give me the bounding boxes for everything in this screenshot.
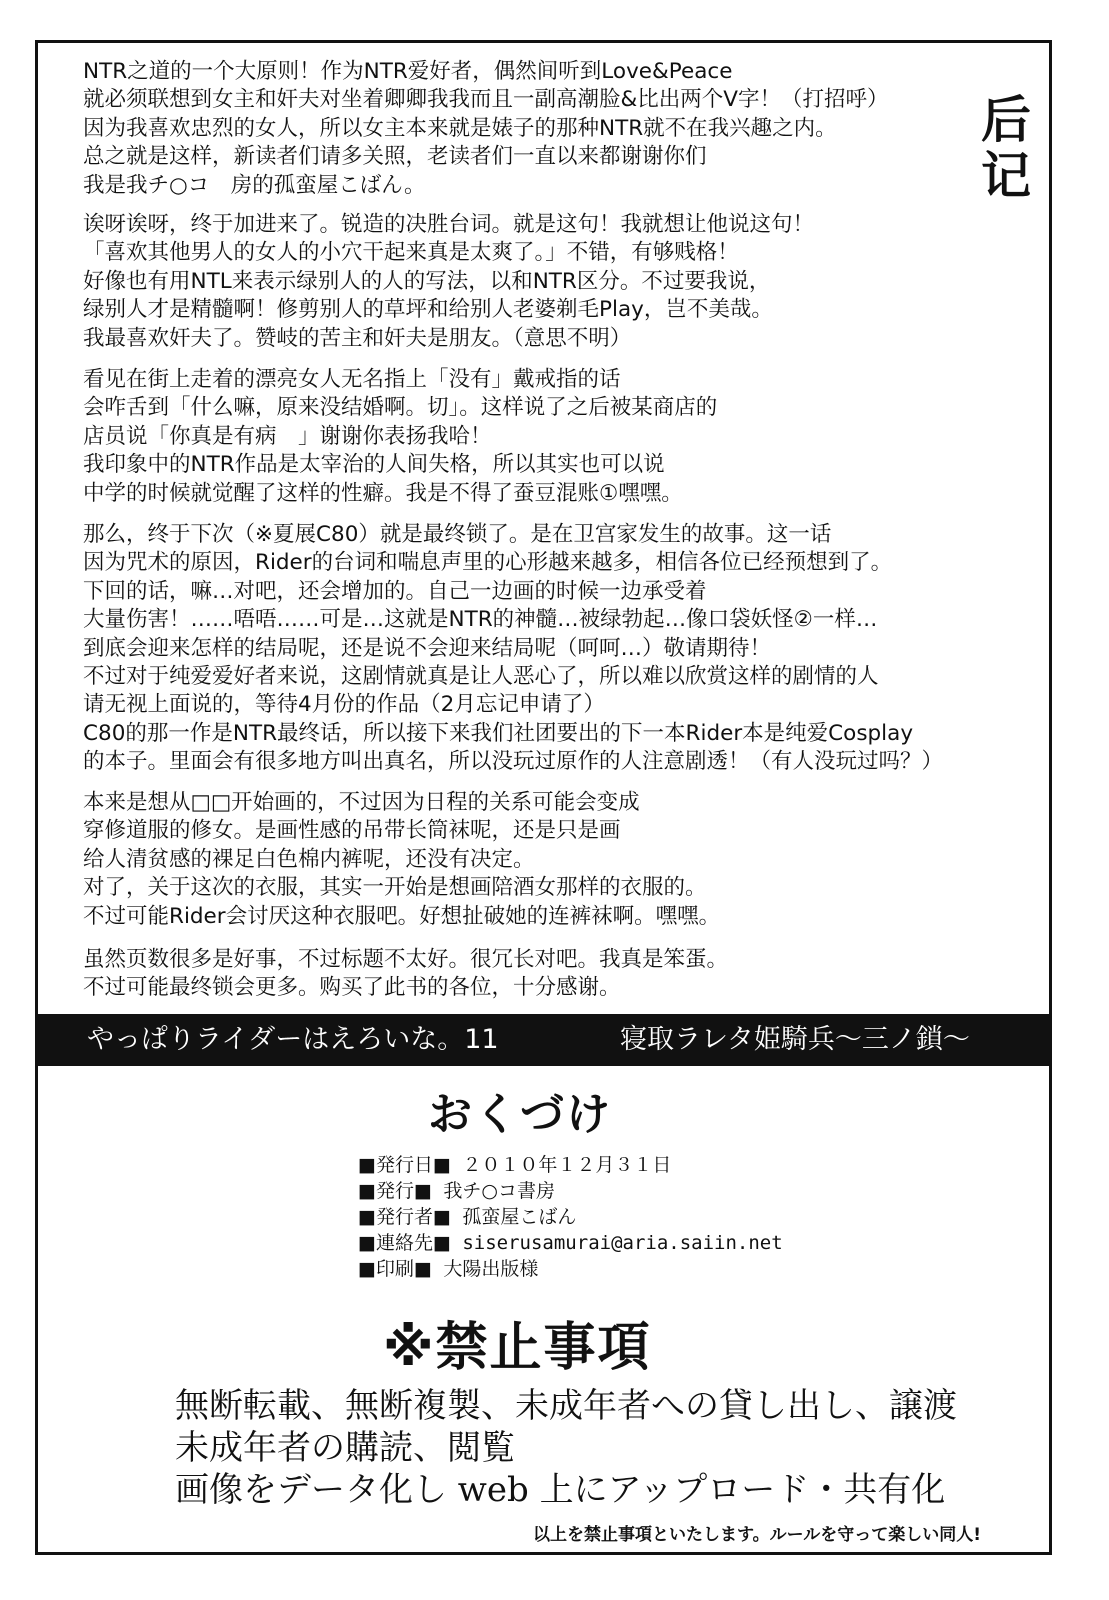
volume-subtitle: 寝取ラレタ姫騎兵～三ノ鎖～ [620, 1024, 970, 1055]
text-line: 就必须联想到女主和奸夫对坐着卿卿我我而且一副高潮脸&比出两个V字！（打招呼） [83, 87, 889, 113]
row-value: 大陽出版様 [443, 1258, 539, 1280]
colophon-title: おくづけ [428, 1089, 612, 1140]
title-banner [35, 1014, 1052, 1066]
text-line: 会咋舌到「什么嘛，原来没结婚啊。切」。这样说了之后被某商店的 [83, 395, 718, 421]
afterword-paragraph [83, 211, 814, 353]
row-label: ■発行日■ [358, 1154, 451, 1176]
text-line: 不过对于纯爱爱好者来说，这剧情就真是让人恶心了，所以难以欣赏这样的剧情的人 [83, 663, 879, 689]
prohibited-title: ※禁止事項 [383, 1318, 652, 1378]
afterword-paragraph [83, 58, 888, 200]
text-line: 给人清贫感的裸足白色棉内裤呢，还没有决定。 [83, 846, 535, 872]
prohibited-list [175, 1385, 957, 1511]
afterword-paragraph [83, 521, 943, 777]
afterword-paragraph [83, 946, 728, 1003]
text-line: 对了，关于这次的衣服，其实一开始是想画陪酒女那样的衣服的。 [83, 875, 707, 901]
prohibited-line: 無断転載、無断複製、未成年者への貸し出し、譲渡 [175, 1386, 957, 1426]
text-line: 下回的话，嘛…对吧，还会增加的。自己一边画的时候一边承受着 [83, 578, 707, 604]
text-line: 到底会迎来怎样的结局呢，还是说不会迎来结局呢（呵呵…）敬请期待！ [83, 635, 772, 661]
contact-email: siserusamurai@aria.saiin.net [462, 1232, 783, 1254]
text-line: 的本子。里面会有很多地方叫出真名，所以没玩过原作的人注意剧透！（有人没玩过吗？） [83, 749, 944, 775]
row-value: ２０１０年１２月３１日 [462, 1154, 672, 1176]
text-line: 大量伤害！……唔唔……可是…这就是NTR的神髓…被绿勃起…像口袋妖怪②一样… [83, 607, 878, 633]
afterword-paragraph [83, 366, 717, 508]
text-line: C80的那一作是NTR最终话，所以接下来我们社团要出的下一本Rider本是纯爱Cosplay [83, 720, 914, 746]
text-line: 好像也有用NTL来表示绿别人的人的写法，以和NTR区分。不过要我说， [83, 268, 771, 294]
text-line: 「喜欢其他男人的女人的小穴干起来真是太爽了。」不错，有够贱格！ [83, 240, 739, 266]
colophon-info [358, 1152, 783, 1282]
row-value: 孤蛮屋こばん [462, 1206, 577, 1228]
prohibited-line: 画像をデータ化し web 上にアップロード・共有化 [175, 1470, 946, 1510]
colophon-row-date [358, 1152, 783, 1178]
colophon-row-contact [358, 1230, 783, 1256]
text-line: 虽然页数很多是好事，不过标题不太好。很冗长对吧。我真是笨蛋。 [83, 947, 729, 972]
row-value: 我チ○コ書房 [443, 1180, 555, 1202]
text-line: 穿修道服的修女。是画性感的吊带长筒袜呢，还是只是画 [83, 818, 621, 844]
text-line: 本来是想从□□开始画的，不过因为日程的关系可能会变成 [83, 790, 640, 815]
row-label: ■発行■ [358, 1180, 432, 1202]
text-line: 总之就是这样，新读者们请多关照，老读者们一直以来都谢谢你们 [83, 144, 707, 170]
series-title: やっぱりライダーはえろいな。11 [87, 1024, 499, 1055]
text-line: 中学的时候就觉醒了这样的性癖。我是不得了蚕豆混账①嘿嘿。 [83, 480, 683, 506]
prohibited-footer: 以上を禁止事項といたします。ルールを守って楽しい同人! [533, 1525, 982, 1545]
text-line: 因为我喜欢忠烈的女人，所以女主本来就是婊子的那种NTR就不在我兴趣之内。 [83, 115, 837, 141]
text-line: NTR之道的一个大原则！作为NTR爱好者，偶然间听到Love&Peace [83, 59, 733, 84]
text-line: 店员说「你真是有病 」谢谢你表扬我哈！ [83, 423, 492, 449]
row-label: ■発行者■ [358, 1206, 451, 1228]
text-line: 那么，终于下次（※夏展C80）就是最终锁了。是在卫宫家发生的故事。这一话 [83, 522, 832, 547]
text-line: 请无视上面说的，等待4月份的作品（2月忘记申请了） [83, 692, 605, 718]
row-label: ■印刷■ [358, 1258, 432, 1280]
text-line: 我印象中的NTR作品是太宰治的人间失格，所以其实也可以说 [83, 452, 665, 478]
text-line: 我最喜欢奸夫了。赞岐的苦主和奸夫是朋友。（意思不明） [83, 325, 632, 351]
text-line: 因为咒术的原因，Rider的台词和喘息声里的心形越来越多，相信各位已经预想到了。 [83, 550, 893, 576]
text-line: 绿别人才是精髓啊！修剪别人的草坪和给别人老婆剃毛Play，岂不美哉。 [83, 297, 773, 323]
text-line: 诶呀诶呀，终于加进来了。锐造的决胜台词。就是这句！我就想让他说这句！ [83, 212, 815, 237]
colophon-row-author [358, 1204, 783, 1230]
afterword-paragraph [83, 789, 720, 931]
prohibited-line: 未成年者の購読、閲覧 [175, 1428, 515, 1468]
afterword-title: 后记 [981, 91, 1031, 205]
row-label: ■連絡先■ [358, 1232, 451, 1254]
text-line: 不过可能Rider会讨厌这种衣服吧。好想扯破她的连裤袜啊。嘿嘿。 [83, 903, 721, 929]
colophon-row-publisher [358, 1178, 783, 1204]
text-line: 我是我チ○コ 房的孤蛮屋こばん。 [83, 172, 426, 198]
text-line: 不过可能最终锁会更多。购买了此书的各位，十分感谢。 [83, 975, 621, 1001]
colophon-row-printer [358, 1256, 783, 1282]
text-line: 看见在街上走着的漂亮女人无名指上「没有」戴戒指的话 [83, 367, 621, 392]
